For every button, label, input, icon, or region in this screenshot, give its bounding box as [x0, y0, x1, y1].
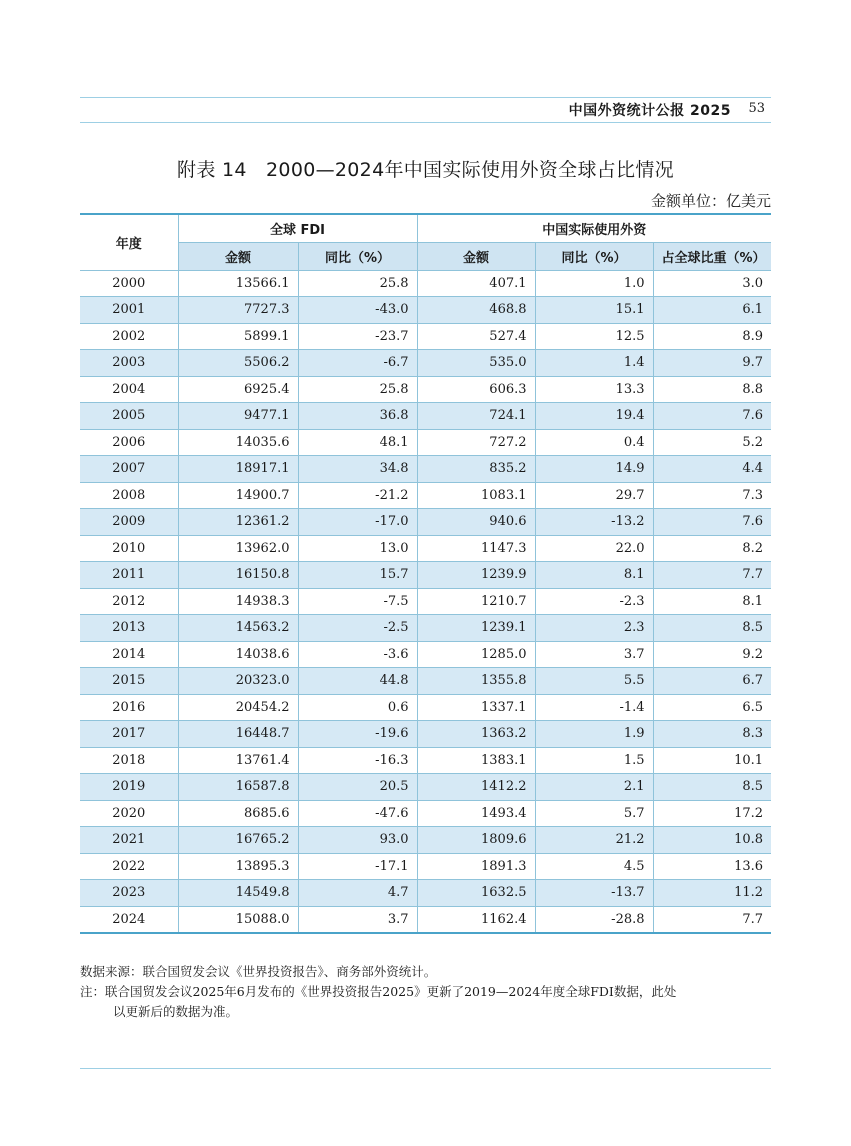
cell-global-amount: 14549.8: [178, 880, 298, 907]
cell-year: 2008: [80, 482, 178, 509]
cell-global-amount: 14563.2: [178, 615, 298, 642]
table-row: [80, 827, 771, 854]
header-rule-bottom: [80, 122, 771, 123]
cell-global-amount: 9477.1: [178, 403, 298, 430]
cell-year: 2019: [80, 774, 178, 801]
cell-china-yoy: 1.5: [535, 747, 653, 774]
cell-year: 2012: [80, 588, 178, 615]
cell-china-yoy: 1.9: [535, 721, 653, 748]
table-row: [80, 376, 771, 403]
header-china-yoy: 同比（%）: [535, 242, 653, 270]
cell-year: 2020: [80, 800, 178, 827]
running-head-title: 中国外资统计公报 2025: [568, 103, 731, 119]
cell-china-share: 10.8: [653, 827, 771, 854]
cell-china-share: 8.5: [653, 615, 771, 642]
cell-china-share: 11.2: [653, 880, 771, 907]
cell-china-yoy: 14.9: [535, 456, 653, 483]
table-row: [80, 270, 771, 297]
cell-global-amount: 14038.6: [178, 641, 298, 668]
cell-global-yoy: 13.0: [298, 535, 417, 562]
cell-global-yoy: 4.7: [298, 880, 417, 907]
cell-china-share: 8.1: [653, 588, 771, 615]
cell-global-yoy: -16.3: [298, 747, 417, 774]
cell-china-share: 9.7: [653, 350, 771, 377]
cell-global-amount: 13566.1: [178, 270, 298, 297]
table-row: [80, 588, 771, 615]
cell-global-amount: 8685.6: [178, 800, 298, 827]
header-global-yoy: 同比（%）: [298, 242, 417, 270]
running-head: [80, 98, 771, 122]
table-row: [80, 615, 771, 642]
cell-china-yoy: 15.1: [535, 297, 653, 324]
cell-china-yoy: -28.8: [535, 906, 653, 933]
cell-china-yoy: 13.3: [535, 376, 653, 403]
cell-china-share: 7.3: [653, 482, 771, 509]
cell-year: 2000: [80, 270, 178, 297]
fdi-table: [80, 213, 771, 934]
cell-global-yoy: -3.6: [298, 641, 417, 668]
cell-china-amount: 1809.6: [417, 827, 535, 854]
cell-global-amount: 16765.2: [178, 827, 298, 854]
table-row: [80, 456, 771, 483]
table-row: [80, 668, 771, 695]
table-title: 附表 14 2000—2024年中国实际使用外资全球占比情况: [177, 159, 674, 181]
table-row: [80, 350, 771, 377]
cell-global-yoy: -19.6: [298, 721, 417, 748]
cell-china-amount: 1083.1: [417, 482, 535, 509]
cell-global-amount: 14938.3: [178, 588, 298, 615]
cell-china-amount: 1412.2: [417, 774, 535, 801]
cell-year: 2022: [80, 853, 178, 880]
cell-year: 2011: [80, 562, 178, 589]
cell-china-yoy: -13.7: [535, 880, 653, 907]
cell-china-yoy: 3.7: [535, 641, 653, 668]
cell-china-share: 9.2: [653, 641, 771, 668]
cell-global-yoy: 93.0: [298, 827, 417, 854]
cell-china-yoy: 4.5: [535, 853, 653, 880]
cell-global-yoy: -17.1: [298, 853, 417, 880]
cell-china-amount: 606.3: [417, 376, 535, 403]
table-row: [80, 800, 771, 827]
cell-global-amount: 5506.2: [178, 350, 298, 377]
cell-china-amount: 1891.3: [417, 853, 535, 880]
cell-global-amount: 6925.4: [178, 376, 298, 403]
footnote-source: 数据来源：联合国贸发会议《世界投资报告》、商务部外资统计。: [80, 964, 437, 979]
table-row: [80, 747, 771, 774]
cell-china-amount: 1493.4: [417, 800, 535, 827]
cell-china-amount: 724.1: [417, 403, 535, 430]
cell-china-yoy: -1.4: [535, 694, 653, 721]
table-row: [80, 509, 771, 536]
table-row: [80, 429, 771, 456]
cell-china-share: 6.7: [653, 668, 771, 695]
cell-china-share: 8.3: [653, 721, 771, 748]
cell-china-yoy: 1.0: [535, 270, 653, 297]
cell-china-share: 7.6: [653, 509, 771, 536]
cell-year: 2013: [80, 615, 178, 642]
cell-china-yoy: 21.2: [535, 827, 653, 854]
cell-china-yoy: -2.3: [535, 588, 653, 615]
cell-china-share: 3.0: [653, 270, 771, 297]
cell-china-share: 8.2: [653, 535, 771, 562]
table-body: [80, 270, 771, 933]
table-row: [80, 906, 771, 933]
cell-global-amount: 13962.0: [178, 535, 298, 562]
cell-china-amount: 1162.4: [417, 906, 535, 933]
cell-china-amount: 1383.1: [417, 747, 535, 774]
cell-global-yoy: -17.0: [298, 509, 417, 536]
cell-china-share: 17.2: [653, 800, 771, 827]
cell-global-amount: 16448.7: [178, 721, 298, 748]
cell-china-share: 13.6: [653, 853, 771, 880]
cell-china-yoy: 29.7: [535, 482, 653, 509]
unit-note: 金额单位：亿美元: [650, 192, 771, 210]
bottom-rule: [80, 1068, 771, 1069]
header-global-fdi: 全球 FDI: [178, 214, 417, 242]
cell-china-yoy: 8.1: [535, 562, 653, 589]
cell-global-amount: 13761.4: [178, 747, 298, 774]
cell-year: 2006: [80, 429, 178, 456]
cell-global-yoy: 34.8: [298, 456, 417, 483]
table-row: [80, 323, 771, 350]
table-header: [80, 214, 771, 270]
cell-china-amount: 940.6: [417, 509, 535, 536]
header-year: 年度: [80, 214, 178, 270]
cell-china-yoy: 2.3: [535, 615, 653, 642]
cell-global-yoy: 25.8: [298, 270, 417, 297]
cell-china-amount: 535.0: [417, 350, 535, 377]
cell-china-share: 4.4: [653, 456, 771, 483]
cell-global-amount: 15088.0: [178, 906, 298, 933]
cell-global-amount: 14035.6: [178, 429, 298, 456]
cell-year: 2017: [80, 721, 178, 748]
cell-china-share: 7.6: [653, 403, 771, 430]
cell-year: 2016: [80, 694, 178, 721]
header-china-amount: 金额: [417, 242, 535, 270]
cell-china-amount: 1355.8: [417, 668, 535, 695]
cell-global-yoy: -43.0: [298, 297, 417, 324]
cell-global-yoy: 36.8: [298, 403, 417, 430]
cell-year: 2007: [80, 456, 178, 483]
header-china-share: 占全球比重（%）: [653, 242, 771, 270]
cell-global-amount: 20454.2: [178, 694, 298, 721]
cell-china-amount: 1147.3: [417, 535, 535, 562]
cell-year: 2002: [80, 323, 178, 350]
page-number: 53: [748, 101, 765, 116]
table-row: [80, 403, 771, 430]
cell-global-yoy: 0.6: [298, 694, 417, 721]
cell-china-yoy: 12.5: [535, 323, 653, 350]
table-row: [80, 297, 771, 324]
cell-global-yoy: 3.7: [298, 906, 417, 933]
cell-china-share: 6.1: [653, 297, 771, 324]
cell-china-yoy: 22.0: [535, 535, 653, 562]
footnote-note: 注：联合国贸发会议2025年6月发布的《世界投资报告2025》更新了2019—2024年度全球FDI数据，此处: [80, 984, 677, 999]
cell-china-yoy: 1.4: [535, 350, 653, 377]
cell-china-amount: 1239.9: [417, 562, 535, 589]
cell-year: 2004: [80, 376, 178, 403]
cell-global-amount: 5899.1: [178, 323, 298, 350]
table-row: [80, 694, 771, 721]
cell-global-amount: 18917.1: [178, 456, 298, 483]
cell-year: 2018: [80, 747, 178, 774]
cell-china-share: 7.7: [653, 906, 771, 933]
table-row: [80, 535, 771, 562]
cell-china-share: 7.7: [653, 562, 771, 589]
cell-china-amount: 1210.7: [417, 588, 535, 615]
header-global-amount: 金额: [178, 242, 298, 270]
cell-year: 2015: [80, 668, 178, 695]
cell-global-amount: 7727.3: [178, 297, 298, 324]
cell-china-amount: 1285.0: [417, 641, 535, 668]
cell-china-yoy: 2.1: [535, 774, 653, 801]
cell-china-share: 8.8: [653, 376, 771, 403]
cell-china-share: 10.1: [653, 747, 771, 774]
cell-year: 2014: [80, 641, 178, 668]
cell-global-amount: 16587.8: [178, 774, 298, 801]
cell-global-yoy: 15.7: [298, 562, 417, 589]
cell-china-amount: 1337.1: [417, 694, 535, 721]
cell-china-share: 5.2: [653, 429, 771, 456]
cell-china-amount: 727.2: [417, 429, 535, 456]
cell-china-amount: 468.8: [417, 297, 535, 324]
cell-china-amount: 1239.1: [417, 615, 535, 642]
header-china-fdi: 中国实际使用外资: [417, 214, 771, 242]
footnotes: [80, 962, 780, 1022]
cell-global-yoy: 25.8: [298, 376, 417, 403]
cell-china-share: 8.5: [653, 774, 771, 801]
cell-year: 2009: [80, 509, 178, 536]
cell-global-yoy: 20.5: [298, 774, 417, 801]
cell-china-amount: 1632.5: [417, 880, 535, 907]
cell-year: 2010: [80, 535, 178, 562]
cell-global-yoy: 44.8: [298, 668, 417, 695]
cell-china-amount: 835.2: [417, 456, 535, 483]
cell-global-yoy: -47.6: [298, 800, 417, 827]
cell-china-yoy: 5.7: [535, 800, 653, 827]
cell-china-yoy: 19.4: [535, 403, 653, 430]
cell-global-yoy: -7.5: [298, 588, 417, 615]
cell-year: 2005: [80, 403, 178, 430]
table-row: [80, 721, 771, 748]
table-row: [80, 853, 771, 880]
table-row: [80, 482, 771, 509]
cell-china-yoy: 0.4: [535, 429, 653, 456]
cell-year: 2003: [80, 350, 178, 377]
table-row: [80, 641, 771, 668]
cell-global-yoy: -2.5: [298, 615, 417, 642]
cell-year: 2024: [80, 906, 178, 933]
footnote-note-continued: 以更新后的数据为准。: [113, 1004, 239, 1019]
cell-global-amount: 16150.8: [178, 562, 298, 589]
table-row: [80, 774, 771, 801]
cell-global-yoy: -6.7: [298, 350, 417, 377]
cell-global-amount: 12361.2: [178, 509, 298, 536]
cell-year: 2001: [80, 297, 178, 324]
cell-global-amount: 20323.0: [178, 668, 298, 695]
cell-global-amount: 14900.7: [178, 482, 298, 509]
cell-global-yoy: 48.1: [298, 429, 417, 456]
cell-china-share: 6.5: [653, 694, 771, 721]
cell-year: 2021: [80, 827, 178, 854]
table-row: [80, 880, 771, 907]
cell-year: 2023: [80, 880, 178, 907]
cell-china-yoy: -13.2: [535, 509, 653, 536]
cell-china-amount: 1363.2: [417, 721, 535, 748]
cell-global-yoy: -21.2: [298, 482, 417, 509]
cell-global-yoy: -23.7: [298, 323, 417, 350]
cell-china-share: 8.9: [653, 323, 771, 350]
cell-china-amount: 527.4: [417, 323, 535, 350]
cell-china-yoy: 5.5: [535, 668, 653, 695]
cell-china-amount: 407.1: [417, 270, 535, 297]
table-row: [80, 562, 771, 589]
cell-global-amount: 13895.3: [178, 853, 298, 880]
